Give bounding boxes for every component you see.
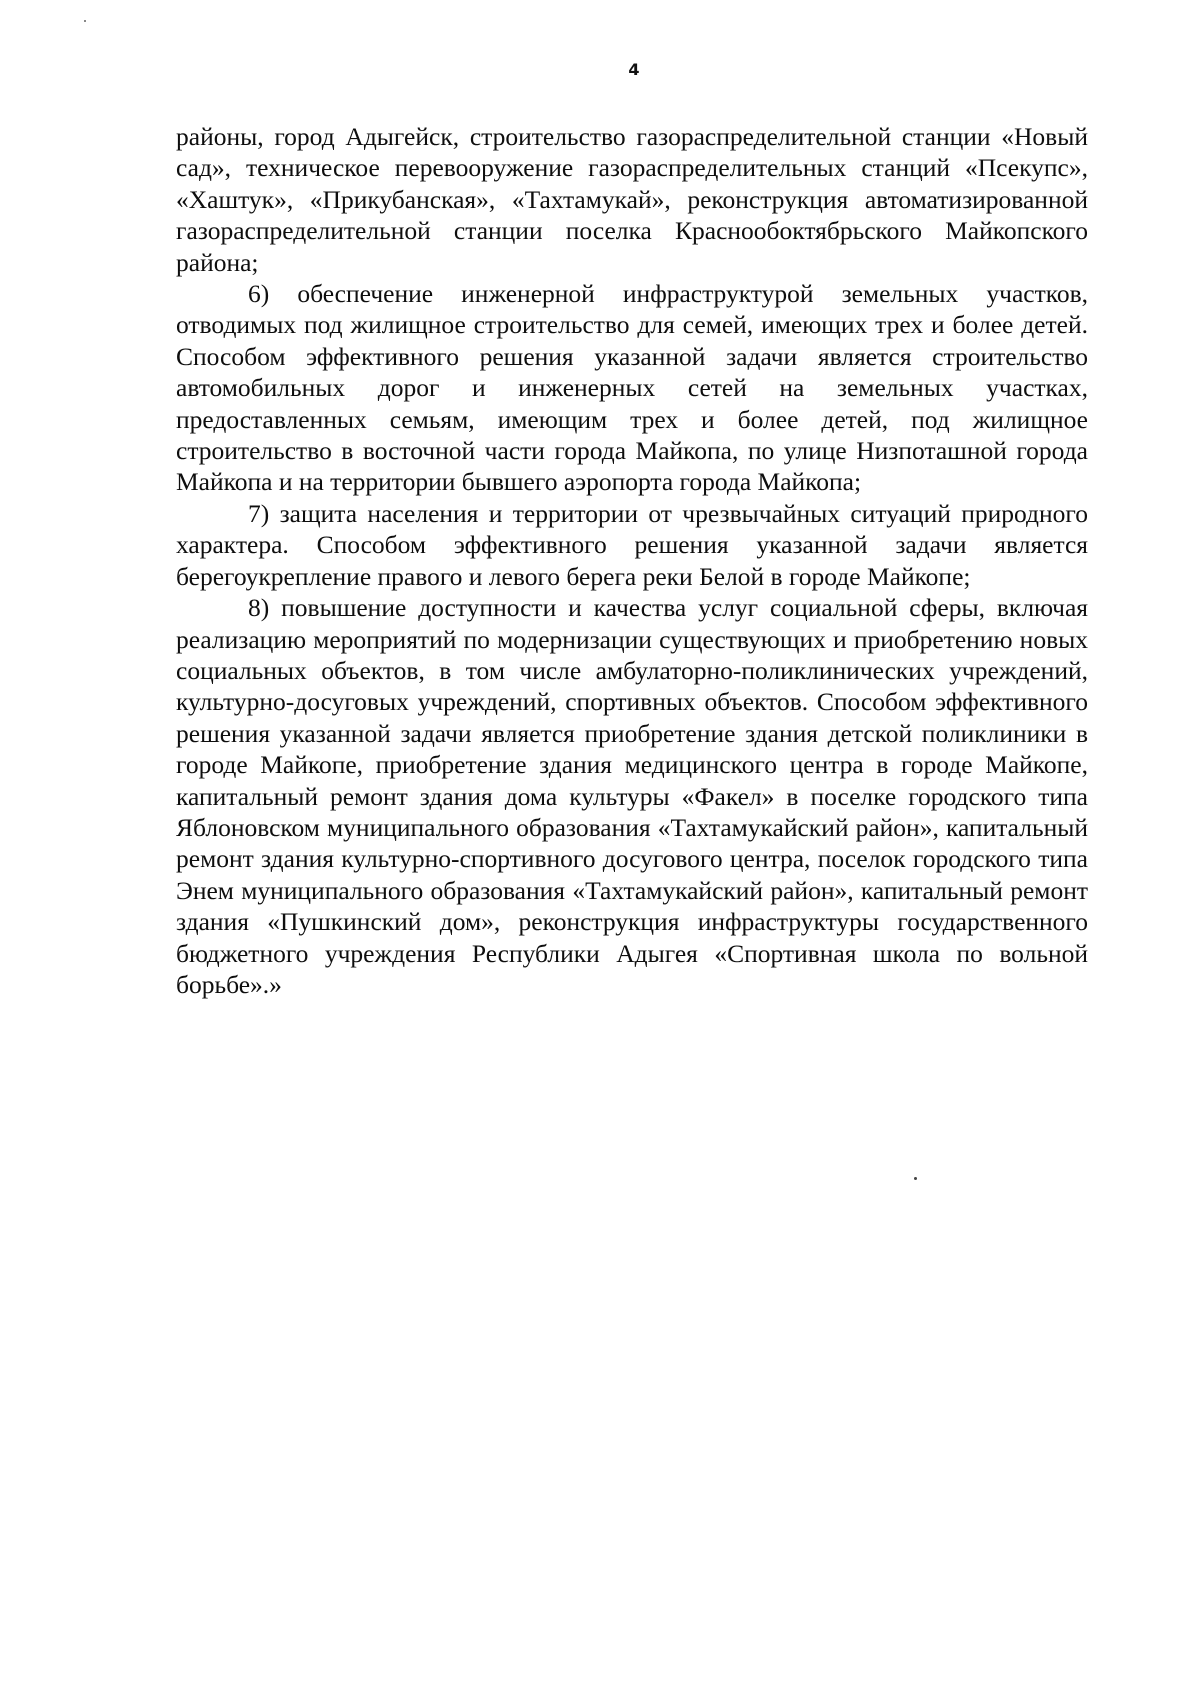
scan-speck: [914, 1177, 917, 1180]
page-number: 4: [628, 60, 640, 79]
paragraph-item-6: 6) обеспечение инженерной инфраструктурой земельных участков, отводимых под жилищное строительство для семей, имеющих трех и более детей. Способом эффективного решения указанной задачи является строительство автомобильных дорог и инженерных сетей на земельных участках, предоставленных семьям, имеющим трех и более детей, под жилищное строительство в восточной части города Майкопа, по улице Низпоташной города Майкопа и на территории бывшего аэропорта города Майкопа;: [176, 279, 1088, 497]
paragraph-item-7: 7) защита населения и территории от чрезвычайных ситуаций природного характера. Способом эффективного решения указанной задачи является берегоукрепление правого и левого берега реки Белой в городе Майкопе;: [176, 498, 1088, 591]
paragraph-continuation: районы, город Адыгейск, строительство газораспределительной станции «Новый сад», техническое перевооружение газораспределительных станций «Псекупс», «Хаштук», «Прикубанская», «Тахтамукай», реконструкция автоматизированной газораспределительной станции поселка Краснообоктябрьского Майкопского района;: [176, 122, 1088, 277]
scan-artifact: [84, 20, 86, 22]
document-body: [176, 121, 1088, 1000]
paragraph-item-8: 8) повышение доступности и качества услуг социальной сферы, включая реализацию мероприятий по модернизации существующих и приобретению новых социальных объектов, в том числе амбулаторно-поликлинических учреждений, культурно-досуговых учреждений, спортивных объектов. Способом эффективного решения указанной задачи является приобретение здания детской поликлиники в городе Майкопе, приобретение здания медицинского центра в городе Майкопе, капитальный ремонт здания дома культуры «Факел» в поселке городского типа Яблоновском муниципального образования «Тахтамукайский район», капитальный ремонт здания культурно-спортивного досугового центра, поселок городского типа Энем муниципального образования «Тахтамукайский район», капитальный ремонт здания «Пушкинский дом», реконструкция инфраструктуры государственного бюджетного учреждения Республики Адыгея «Спортивная школа по вольной борьбе».»: [176, 593, 1088, 999]
